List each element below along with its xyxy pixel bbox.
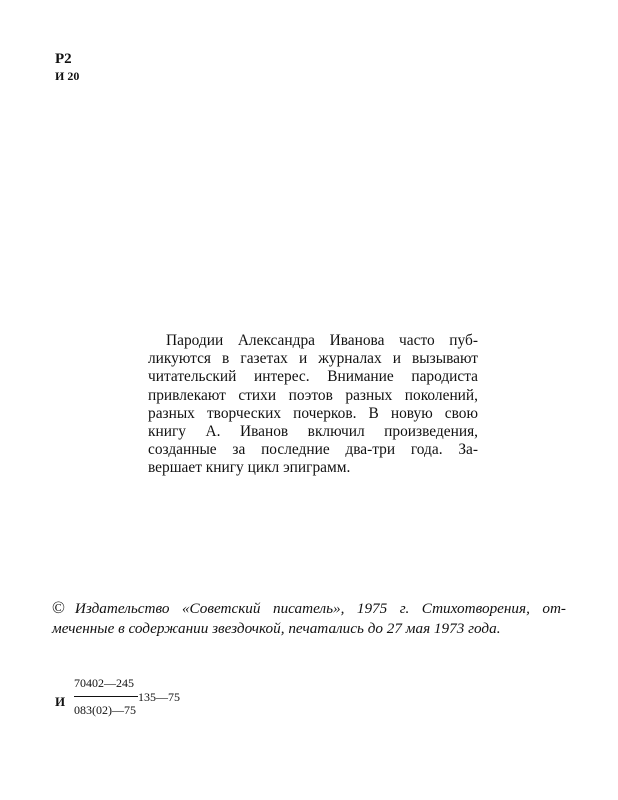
copyright-icon: © <box>52 598 65 617</box>
annotation-line: книгу А. Иванов включил произведения, <box>148 423 478 441</box>
index-numerator: 70402—245 <box>74 676 134 690</box>
index-letter: И <box>55 694 66 709</box>
annotation <box>148 332 478 478</box>
copyright-text-1: Издательство «Советский писатель», 1975 г. Стихотворения, от- <box>74 600 566 617</box>
index-tail: 135—75 <box>138 690 180 704</box>
author-mark: И 20 <box>55 69 80 83</box>
bbk-code: Р2 <box>55 51 72 67</box>
index-denominator: 083(02)—75 <box>74 703 136 717</box>
annotation-line: вершает книгу цикл эпиграмм. <box>148 459 351 477</box>
bbk-classification <box>55 50 79 84</box>
copyright-line: меченные в содержании звездочкой, печатались до 27 мая 1973 года. <box>52 619 501 637</box>
annotation-line: читательский интерес. Внимание пародиста <box>148 368 478 386</box>
annotation-line: привлекают стихи поэтов разных поколений, <box>148 386 478 404</box>
copyright-notice <box>52 598 566 638</box>
copyright-line <box>52 598 566 619</box>
annotation-line: разных творческих почерков. В новую свою <box>148 404 478 422</box>
annotation-line: созданные за последние два-три года. За- <box>148 441 478 459</box>
fraction-rule <box>74 696 138 697</box>
annotation-line: Пародии Александра Иванова часто пуб- <box>166 332 478 349</box>
annotation-line: ликуются в газетах и журналах и вызывают <box>148 350 478 368</box>
